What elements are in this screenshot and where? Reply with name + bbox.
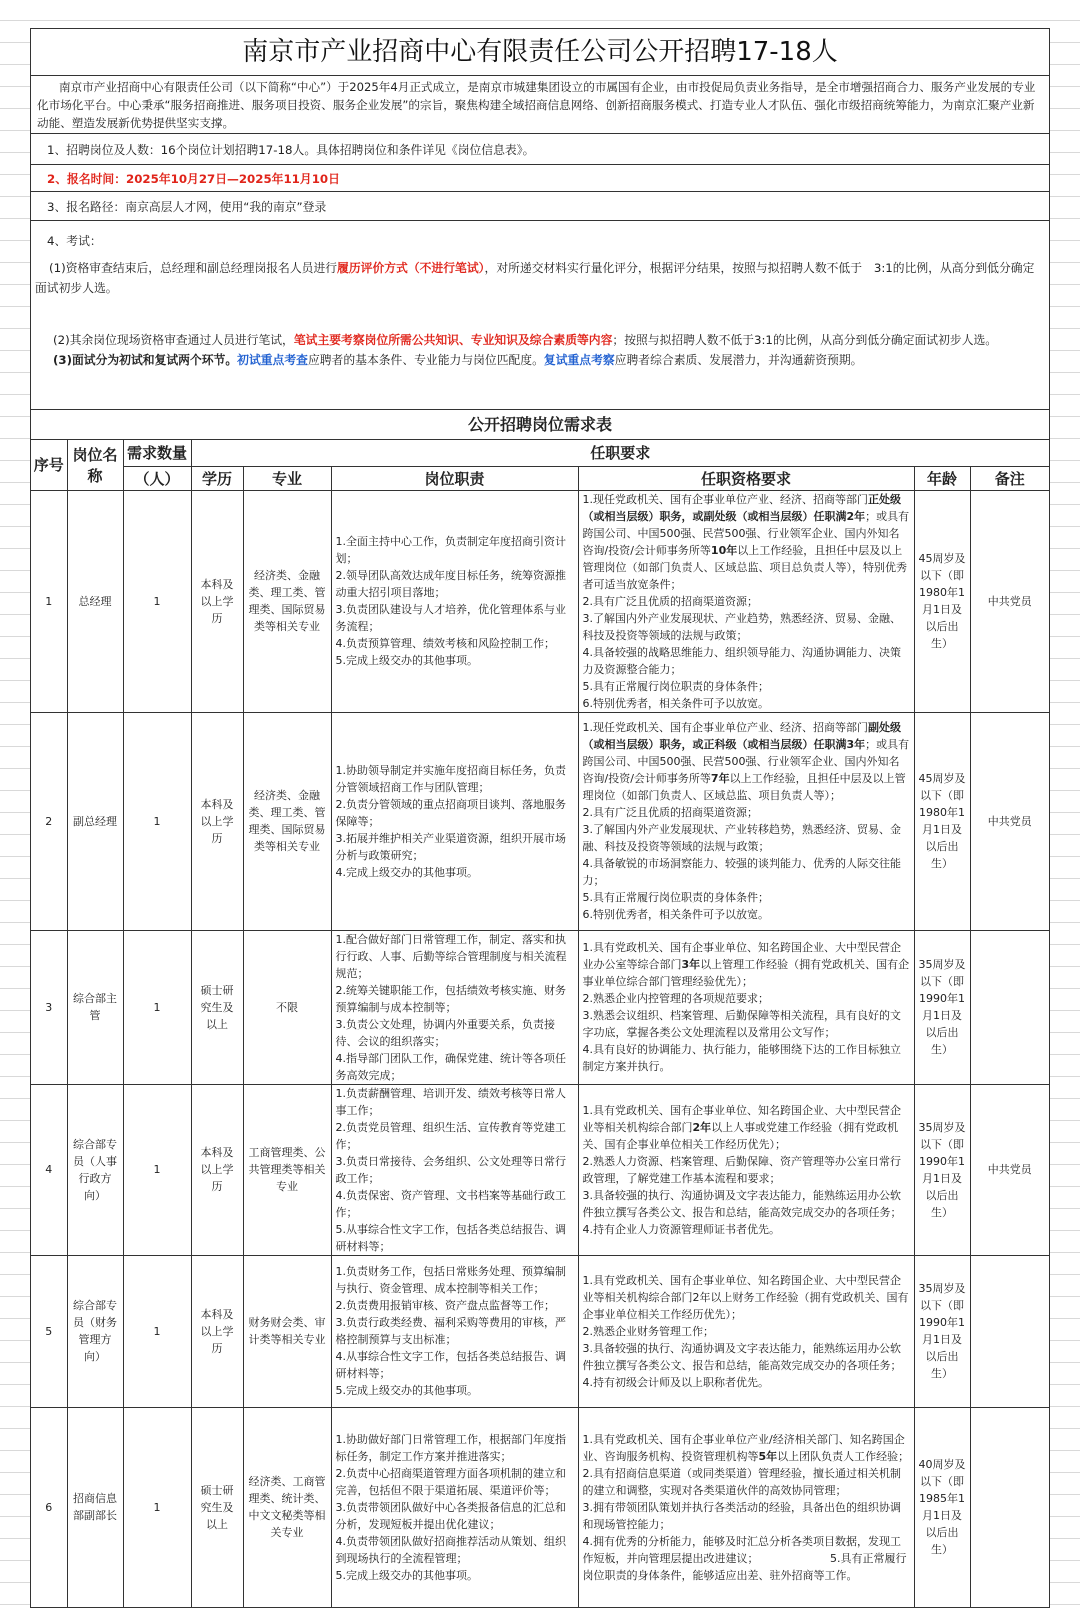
- row-note: [970, 1407, 1049, 1607]
- positions-table: [31, 440, 1049, 1608]
- recruitment-notice-sheet: [30, 28, 1050, 1608]
- qual-text: 1.具有党政机关、国有企事业单位产业/经济相关部门、知名跨国企业、咨询服务机构、投资管理机构等: [582, 1432, 905, 1463]
- header-age: 年龄: [914, 466, 970, 490]
- row-age: 45周岁及以下（即1980年1月1日及以后出生）: [914, 712, 970, 930]
- row-duties: [331, 1407, 578, 1607]
- row-note: 中共党员: [970, 490, 1049, 712]
- exam-rule-1: [35, 258, 1035, 298]
- header-qty: 需求数量: [123, 440, 191, 466]
- positions-count-line: 1、招聘岗位及人数：16个岗位计划招聘17-18人。具体招聘岗位和条件详见《岗位信息表》。: [31, 135, 1049, 165]
- qual-text: 2.熟悉人力资源、档案管理、后勤保障、资产管理等办公室日常行政管理，了解党建工作基本流程和要求；: [582, 1154, 901, 1185]
- qual-emphasis: 2年: [692, 1120, 712, 1134]
- duty-line: 2.负责中心招商渠道管理方面各项机制的建立和完善，包括但不限于渠道拓展、渠道评价等；: [335, 1466, 566, 1497]
- qual-line: [583, 610, 910, 644]
- duty-line: 3.拓展并维护相关产业渠道资源，组织开展市场分析与政策研究；: [335, 831, 566, 862]
- qual-text: ；或具有跨国公司、中国500强、民营500强、行业领军企业、国内外知名咨询/投资/会计师事务所等: [582, 738, 910, 785]
- qual-line: [583, 990, 910, 1007]
- table-row: [31, 490, 1049, 712]
- table-body: [31, 490, 1049, 1607]
- table-row: [31, 1084, 1049, 1255]
- qual-text: 4.持有企业人力资源管理师证书者优先。: [582, 1222, 780, 1236]
- qual-line: [583, 1007, 910, 1041]
- duty-line: 2.统筹关键职能工作，包括绩效考核实施、财务预算编制与成本控制等；: [335, 983, 566, 1014]
- intro-paragraph: 南京市产业招商中心有限责任公司（以下简称“中心”）于2025年4月正式成立，是南京市城建集团设立的市属国有企业，由市投促局负责业务指导，是全市增强招商合力、服务产业发展的专业化市场化平台。中心秉承“服务招商推进、服务项目投资、服务企业发展”的宗旨，聚焦构建全域招商信息网络、创新招商服务模式、打造专业人才队伍、强化市级招商统筹能力，为南京汇聚产业新动能、塑造发展新优势提供坚实支撑。: [31, 76, 1049, 134]
- exam-rule-3-lead: (3)面试分为初试和复试两个环节。: [53, 353, 238, 367]
- qual-text: 1.具有党政机关、国有企事业单位、知名跨国企业、大中型民营企业等相关机构综合部门2年以上财务工作经验（拥有党政机关、国有企事业单位相关工作经历优先）；: [582, 1273, 909, 1321]
- qual-line: [583, 1323, 910, 1340]
- exam-rule-3-mid: 应聘者的基本条件、专业能力与岗位匹配度。: [307, 353, 544, 367]
- duty-line: 4.从事综合性文字工作，包括各类总结报告、调研材料等；: [335, 1350, 566, 1380]
- qual-line: [583, 821, 910, 855]
- qual-line: [583, 1465, 910, 1499]
- table-row: [31, 930, 1049, 1084]
- row-major: 经济类、工商管理类、统计类、中文文秘类等相关专业: [243, 1407, 331, 1607]
- row-major: 财务财会类、审计类等相关专业: [243, 1255, 331, 1407]
- row-note: 中共党员: [970, 712, 1049, 930]
- qual-line: [583, 1533, 910, 1584]
- qual-text: 2.熟悉企业内控管理的各项规范要求；: [582, 992, 769, 1005]
- table-row: [31, 1255, 1049, 1407]
- qual-emphasis: 副处级（或相当层级）职务，或正科级（或相当层级）任职满3年: [582, 721, 901, 751]
- duty-line: 4.负责保密、资产管理、文书档案等基础行政工作；: [335, 1188, 566, 1219]
- qual-text: 5.具有正常履行岗位职责的身体条件；: [582, 679, 769, 693]
- qual-line: [583, 939, 910, 990]
- row-education: 硕士研究生及以上: [191, 1407, 243, 1607]
- row-education: 硕士研究生及以上: [191, 930, 243, 1084]
- qual-text: 6.特别优秀者，相关条件可予以放宽。: [582, 908, 769, 921]
- exam-rule-2-text: (2)其余岗位现场资格审查通过人员进行笔试，: [53, 333, 294, 347]
- exam-rule-3: [35, 350, 1039, 370]
- row-post: 综合部专员（财务管理方向）: [67, 1255, 123, 1407]
- qual-text: 5.具有正常履行岗位职责的身体条件；: [582, 891, 769, 904]
- row-education: 本科及以上学历: [191, 1084, 243, 1255]
- row-qty: 1: [123, 712, 191, 930]
- duty-line: 3.负责团队建设与人才培养，优化管理体系与业务流程；: [335, 603, 566, 633]
- exam-rule-1-rest: ，对所递交材料实行量化评分，根据评分结果，按照与拟招聘人数不低于 3:1的比例，从高分到低分确定面试初步人选。: [35, 261, 1035, 295]
- qual-text: 4.具备较强的战略思维能力、组织领导能力、沟通协调能力、决策力及资源整合能力；: [582, 645, 901, 676]
- qual-text: 以上人事或党建工作经验（拥有党政机关、国有企事业单位相关工作经历优先）；: [582, 1120, 899, 1151]
- header-seq: 序号: [31, 440, 67, 490]
- exam-rule-1-text: (1)资格审查结束后，总经理和副总经理岗报名人员进行: [49, 261, 338, 275]
- duty-line: 5.完成上级交办的其他事项。: [335, 654, 478, 667]
- table-title: 公开招聘岗位需求表: [31, 411, 1049, 440]
- qual-line: [583, 1272, 910, 1323]
- duty-line: 1.协助领导制定并实施年度招商目标任务，负责分管领域招商工作与团队管理；: [335, 763, 566, 794]
- header-qty-unit: （人）: [123, 466, 191, 490]
- row-note: [970, 930, 1049, 1084]
- qual-line: [583, 1340, 910, 1374]
- row-seq: 5: [31, 1255, 67, 1407]
- qual-text: 1.具有党政机关、国有企事业单位、知名跨国企业、大中型民营企业办公室等综合部门: [582, 941, 901, 971]
- duty-line: 4.负责带领团队做好招商推荐活动从策划、组织到现场执行的全流程管理；: [335, 1534, 566, 1565]
- table-row: [31, 712, 1049, 930]
- exam-rule-1-highlight: 履历评价方式（不进行笔试）: [337, 261, 485, 275]
- duty-line: 2.负责分管领域的重点招商项目谈判、落地服务保障等；: [335, 797, 566, 828]
- row-duties: [331, 1255, 578, 1407]
- qual-text: 以上工作经验，且担任中层及以上管理岗位（如部门负责人、区域总监、项目总负责人等），特别优秀者可适当放宽条件；: [582, 543, 907, 591]
- qual-line: [583, 1187, 910, 1221]
- qual-line: [583, 1499, 910, 1533]
- qual-line: [583, 1374, 910, 1391]
- row-age: 40周岁及以下（即1985年1月1日及以后出生）: [914, 1407, 970, 1607]
- exam-rule-3-first-round: 初试重点考查: [237, 353, 308, 367]
- qual-line: [583, 644, 910, 678]
- row-seq: 6: [31, 1407, 67, 1607]
- qual-text: 3.拥有带领团队策划并执行各类活动的经验，具备出色的组织协调和现场管控能力；: [582, 1500, 901, 1531]
- duty-line: 1.配合做好部门日常管理工作，制定、落实和执行行政、人事、后勤等综合管理制度与相关流程规范；: [335, 932, 567, 980]
- row-age: 35周岁及以下（即1990年1月1日及以后出生）: [914, 1084, 970, 1255]
- header-requirements: 任职要求: [191, 440, 1049, 466]
- qual-emphasis: 10年: [710, 543, 738, 557]
- qual-line: [583, 1041, 910, 1075]
- qual-line: [583, 719, 910, 804]
- duty-line: 1.负责财务工作，包括日常账务处理、预算编制与执行、资金管理、成本控制等相关工作；: [335, 1265, 566, 1295]
- registration-path-line: 3、报名路径：南京高层人才网，使用“我的南京”登录: [31, 193, 1049, 221]
- qual-text: 3.具备较强的执行、沟通协调及文字表达能力，能熟练运用办公软件独立撰写各类公文、报告和总结，能高效完成交办的各项任务；: [582, 1341, 902, 1372]
- row-qty: 1: [123, 930, 191, 1084]
- row-age: 35周岁及以下（即1990年1月1日及以后出生）: [914, 1255, 970, 1407]
- row-seq: 3: [31, 930, 67, 1084]
- qual-text: 3.具备较强的执行、沟通协调及文字表达能力，能熟练运用办公软件独立撰写各类公文、报告和总结，能高效完成交办的各项任务；: [582, 1188, 902, 1219]
- duty-line: 3.负责日常接待、会务组织、公文处理等日常行政工作；: [335, 1154, 566, 1185]
- duty-line: 5.从事综合性文字工作，包括各类总结报告、调研材料等；: [335, 1222, 566, 1253]
- exam-section: [31, 222, 1049, 410]
- row-duties: [331, 1084, 578, 1255]
- qual-emphasis: 3年: [681, 958, 701, 971]
- registration-time-line: 2、报名时间：2025年10月27日—2025年11月10日: [31, 166, 1049, 192]
- duty-line: 3.负责行政类经费、福利采购等费用的审核，严格控制预算与支出标准；: [335, 1316, 566, 1346]
- duty-line: 2.领导团队高效达成年度目标任务，统筹资源推动重大招引项目落地；: [335, 569, 566, 599]
- duty-line: 4.负责预算管理、绩效考核和风险控制工作；: [335, 637, 555, 650]
- row-seq: 1: [31, 490, 67, 712]
- qual-line: [583, 889, 910, 906]
- qual-text: 2.具有广泛且优质的招商渠道资源；: [582, 806, 758, 819]
- qual-text: 以上工作经验，且担任中层及以上管理岗位（如部门负责人、区域总监、项目负责人等）；: [582, 772, 906, 802]
- qual-text: 4.具有良好的协调能力、执行能力，能够围绕下达的工作目标独立制定方案并执行。: [582, 1043, 901, 1073]
- qual-text: 1.现任党政机关、国有企事业单位产业、经济、招商等部门: [582, 492, 868, 506]
- qual-text: 以上团队负责人工作经验；: [777, 1449, 910, 1463]
- header-note: 备注: [970, 466, 1049, 490]
- duty-line: 3.负责带领团队做好中心各类报备信息的汇总和分析，发现短板并提出优化建议；: [335, 1500, 566, 1531]
- qual-line: [583, 695, 910, 712]
- row-seq: 4: [31, 1084, 67, 1255]
- row-qty: 1: [123, 1255, 191, 1407]
- header-edu: 学历: [191, 466, 243, 490]
- qual-line: [583, 1102, 910, 1153]
- qual-text: 4.具备敏锐的市场洞察能力、较强的谈判能力、优秀的人际交往能力；: [582, 857, 901, 887]
- qual-emphasis: 7年: [710, 772, 730, 785]
- row-age: 35周岁及以下（即1990年1月1日及以后出生）: [914, 930, 970, 1084]
- qual-emphasis: 正处级（或相当层级）职务，或副处级（或相当层级）任职满2年: [582, 492, 901, 523]
- row-major: 经济类、金融类、理工类、管理类、国际贸易类等相关专业: [243, 490, 331, 712]
- row-seq: 2: [31, 712, 67, 930]
- row-duties: [331, 712, 578, 930]
- row-post: 副总经理: [67, 712, 123, 930]
- header-post: 岗位名称: [67, 440, 123, 490]
- row-qty: 1: [123, 490, 191, 712]
- row-post: 总经理: [67, 490, 123, 712]
- qual-text: 2.熟悉企业财务管理工作；: [582, 1324, 714, 1338]
- qual-text: 1.具有党政机关、国有企事业单位、知名跨国企业、大中型民营企业等相关机构综合部门: [582, 1103, 901, 1134]
- qual-line: [583, 491, 910, 593]
- duty-line: 5.完成上级交办的其他事项。: [335, 1384, 478, 1397]
- duty-line: 2.负责党员管理、组织生活、宣传教育等党建工作；: [335, 1120, 566, 1151]
- row-qualifications: [578, 490, 914, 712]
- row-post: 综合部专员（人事行政方向）: [67, 1084, 123, 1255]
- table-header-row-1: [31, 440, 1049, 466]
- qual-text: ；或具有跨国公司、中国500强、民营500强、行业领军企业、国内外知名咨询/投资/会计师事务所等: [582, 509, 910, 557]
- duty-line: 2.负责费用报销审核、资产盘点监督等工作；: [335, 1299, 555, 1312]
- row-qualifications: [578, 930, 914, 1084]
- qual-line: [583, 1221, 910, 1238]
- row-qualifications: [578, 712, 914, 930]
- qual-line: [583, 1153, 910, 1187]
- qual-text: 3.了解国内外产业发展现状、产业趋势，熟悉经济、贸易、金融、科技及投资等领域的法规与政策；: [582, 611, 901, 642]
- exam-rule-2: [35, 330, 1039, 350]
- row-major: 工商管理类、公共管理类等相关专业: [243, 1084, 331, 1255]
- duty-line: 1.全面主持中心工作，负责制定年度招商引资计划；: [335, 535, 566, 565]
- table-header-row-2: [31, 466, 1049, 490]
- qual-text: 4.拥有优秀的分析能力，能够及时汇总分析各类项目数据，发现工作短板，并向管理层提出改进建议； 5.具有正常履行岗位职责的身体条件，能够适应出差、驻外招商等工作。: [582, 1534, 907, 1582]
- row-age: 45周岁及以下（即1980年1月1日及以后出生）: [914, 490, 970, 712]
- duty-line: 1.负责薪酬管理、培训开发、绩效考核等日常人事工作；: [335, 1086, 566, 1117]
- row-qualifications: [578, 1407, 914, 1607]
- qual-emphasis: 5年: [758, 1449, 778, 1463]
- row-duties: [331, 930, 578, 1084]
- row-major: 经济类、金融类、理工类、管理类、国际贸易类等相关专业: [243, 712, 331, 930]
- qual-line: [583, 906, 910, 923]
- qual-line: [583, 593, 910, 610]
- qual-text: 2.具有广泛且优质的招商渠道资源；: [582, 594, 758, 608]
- qual-text: 6.特别优秀者，相关条件可予以放宽。: [582, 696, 769, 710]
- gridline: [0, 20, 1080, 21]
- row-major: 不限: [243, 930, 331, 1084]
- exam-rule-2-highlight: 笔试主要考察岗位所需公共知识、专业知识及综合素质等内容: [293, 333, 613, 347]
- row-qty: 1: [123, 1407, 191, 1607]
- qual-text: 1.现任党政机关、国有企事业单位产业、经济、招商等部门: [582, 721, 868, 734]
- exam-rule-2-rest: ；按照与拟招聘人数不低于3:1的比例，从高分到低分确定面试初步人选。: [612, 333, 998, 347]
- row-education: 本科及以上学历: [191, 1255, 243, 1407]
- qual-text: 3.了解国内外产业发展现状、产业转移趋势，熟悉经济、贸易、金融、科技及投资等领域的法规与政策；: [582, 823, 901, 853]
- qual-text: 以上管理工作经验（拥有党政机关、国有企事业单位综合部门管理经验优先）；: [582, 958, 910, 988]
- duty-line: 3.负责公文处理，协调内外重要关系，负责接待、会议的组织落实；: [335, 1017, 555, 1048]
- row-note: 中共党员: [970, 1084, 1049, 1255]
- qual-line: [583, 1431, 910, 1465]
- row-note: [970, 1255, 1049, 1407]
- row-qualifications: [578, 1084, 914, 1255]
- table-row: [31, 1407, 1049, 1607]
- row-education: 本科及以上学历: [191, 490, 243, 712]
- exam-rule-3-second-round: 复试重点考察: [543, 353, 615, 367]
- qual-text: 4.持有初级会计师及以上职称者优先。: [582, 1375, 769, 1389]
- duty-line: 4.指导部门团队工作，确保党建、统计等各项任务高效完成；: [335, 1051, 566, 1082]
- notice-title: 南京市产业招商中心有限责任公司公开招聘17-18人: [31, 29, 1049, 76]
- header-duty: 岗位职责: [331, 466, 578, 490]
- duty-line: 1.协助做好部门日常管理工作，根据部门年度指标任务，制定工作方案并推进落实；: [335, 1432, 566, 1463]
- exam-rule-3-rest: 应聘者综合素质、发展潜力，并沟通薪资预期。: [614, 353, 863, 367]
- row-duties: [331, 490, 578, 712]
- qual-line: [583, 855, 910, 889]
- row-post: 招商信息部副部长: [67, 1407, 123, 1607]
- qual-text: 3.熟悉会议组织、档案管理、后勤保障等相关流程，具有良好的文字功底，掌握各类公文处理流程以及常用公文写作；: [582, 1009, 901, 1039]
- qual-text: 2.具有招商信息渠道（或同类渠道）管理经验，擅长通过相关机制的建立和调整，实现对各类渠道伙伴的高效协同管理；: [582, 1466, 901, 1497]
- exam-heading: 4、考试：: [47, 234, 102, 248]
- row-qty: 1: [123, 1084, 191, 1255]
- row-qualifications: [578, 1255, 914, 1407]
- duty-line: 5.完成上级交办的其他事项。: [335, 1568, 478, 1582]
- duty-line: 4.完成上级交办的其他事项。: [335, 865, 478, 879]
- row-post: 综合部主管: [67, 930, 123, 1084]
- header-major: 专业: [243, 466, 331, 490]
- qual-line: [583, 678, 910, 695]
- header-qual: 任职资格要求: [578, 466, 914, 490]
- row-education: 本科及以上学历: [191, 712, 243, 930]
- qual-line: [583, 804, 910, 821]
